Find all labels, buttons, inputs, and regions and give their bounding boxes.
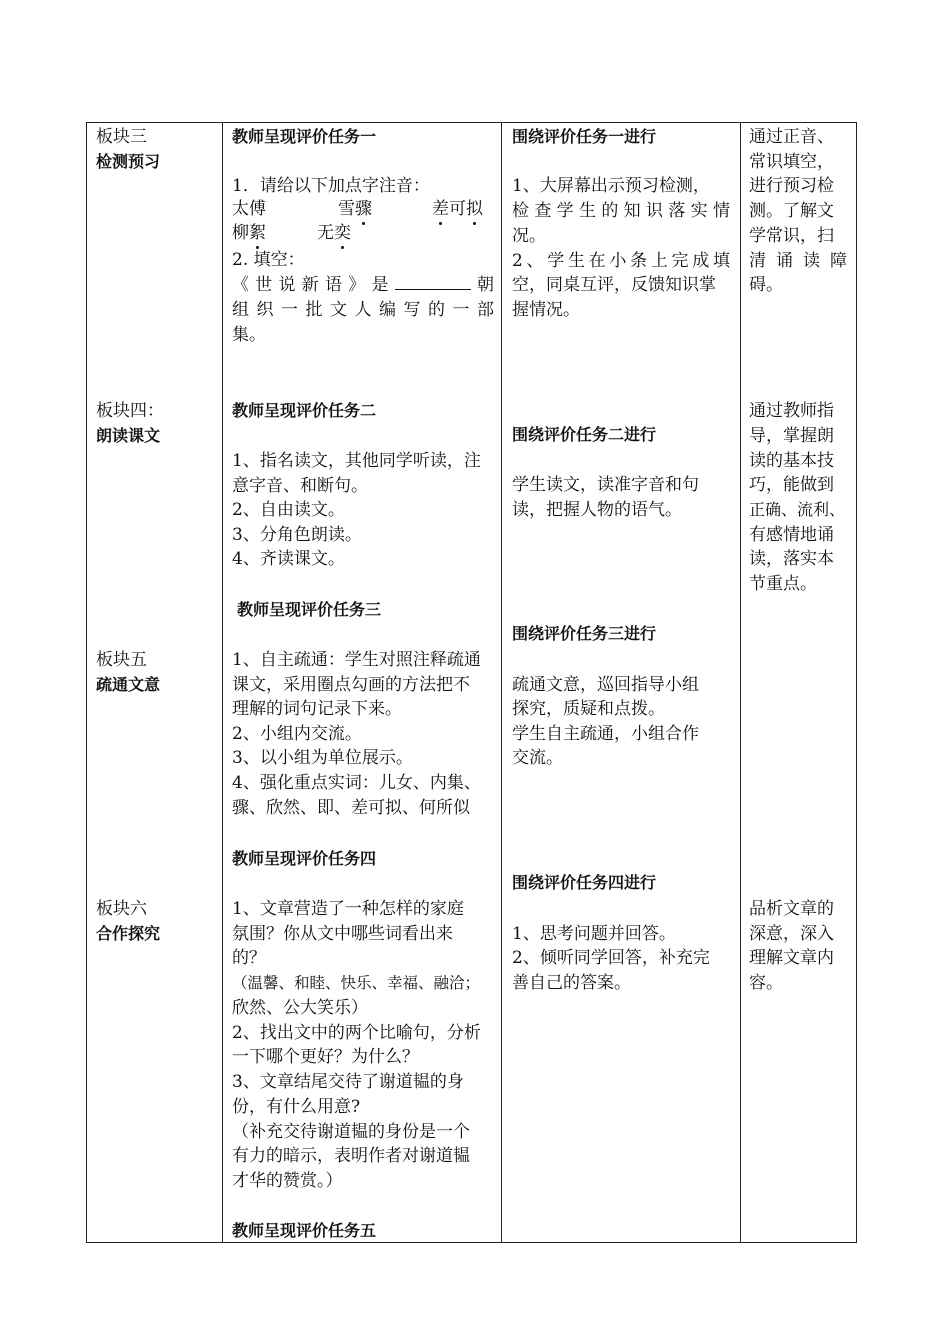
task-3-text: 4、强化重点实词：儿女、内集、 — [232, 773, 481, 793]
goal-1-text: 通过正音、 — [749, 127, 834, 147]
task-1-question-1: 1．请给以下加点字注音： — [232, 176, 430, 196]
task-4-text: 欣然、公大笑乐） — [232, 998, 368, 1018]
task-3-text: 骤、欣然、即、差可拟、何所似 — [232, 798, 470, 818]
task-2-text: 3、分角色朗读。 — [232, 525, 362, 545]
task-1-fill-line: 《世说新语》是 朝 — [232, 275, 494, 295]
task-4-text: 一下哪个更好？为什么？ — [232, 1047, 419, 1067]
goal-3-text: 理解文章内 — [749, 948, 834, 968]
task-3-text: 2、小组内交流。 — [232, 724, 362, 744]
task-2-text: 2、自由读文。 — [232, 500, 345, 520]
task-1-text: 集。 — [232, 325, 266, 345]
task-5-heading: 教师呈现评价任务五 — [232, 1221, 377, 1240]
goal-1-text: 碍。 — [749, 275, 783, 295]
goal-3-text: 品析文章的 — [749, 899, 834, 919]
activity-4-text: 善自己的答案。 — [512, 973, 631, 993]
fill-blank — [395, 274, 471, 290]
module-5-title: 板块五 — [96, 650, 147, 670]
goal-2-text: 节重点。 — [749, 574, 817, 594]
task-4-text: （补充交待谢道韫的身份是一个 — [232, 1122, 470, 1142]
module-3-name: 检测预习 — [96, 152, 161, 171]
goal-1-text: 进行预习检 — [749, 176, 834, 196]
goal-2-text: 正确、流利、 — [749, 500, 846, 519]
task-1-word-3: 差可拟 — [432, 199, 483, 219]
goal-2-text: 有感情地诵 — [749, 525, 834, 545]
task-2-text: 意字音、和断句。 — [232, 476, 368, 496]
goal-3-text: 深意，深入 — [749, 924, 834, 944]
activity-2-text: 读，把握人物的语气。 — [512, 500, 682, 520]
task-3-text: 课文，采用圈点勾画的方法把不 — [232, 675, 470, 695]
activity-3-text: 交流。 — [512, 748, 563, 768]
module-6-title: 板块六 — [96, 899, 147, 919]
activity-2-text: 学生读文，读准字音和句 — [512, 475, 699, 495]
activity-2-heading: 围绕评价任务二进行 — [512, 425, 657, 444]
task-4-text: 氛围？你从文中哪些词看出来 — [232, 924, 453, 944]
task-1-question-2: 2. 填空： — [232, 250, 305, 270]
task-4-text: 3、文章结尾交待了谢道韫的身 — [232, 1072, 464, 1092]
task-4-text: 份，有什么用意? — [232, 1097, 361, 1117]
task-1-word-1: 太傅 — [232, 199, 266, 219]
activity-1-text: 2、学生在小条上完成填 — [512, 251, 730, 271]
activity-1-text: 况。 — [512, 226, 546, 246]
goal-column — [741, 123, 857, 1242]
goal-1-text: 常识填空， — [749, 152, 834, 172]
task-1-word-4: 柳絮 — [232, 223, 266, 243]
activity-1-text: 1、大屏幕出示预习检测， — [512, 176, 710, 196]
task-4-text: 2、找出文中的两个比喻句，分析 — [232, 1023, 481, 1043]
goal-2-text: 读的基本技 — [749, 451, 834, 471]
task-1-word-5: 无奕 — [317, 223, 351, 243]
activity-4-heading: 围绕评价任务四进行 — [512, 873, 657, 892]
task-1-word-2: 雪骤 — [338, 199, 372, 219]
task-3-text: 3、以小组为单位展示。 — [232, 748, 413, 768]
task-1-text: 组织一批文人编写的一部 — [232, 300, 494, 320]
task-1-heading: 教师呈现评价任务一 — [232, 127, 377, 146]
activity-1-text: 检查学生的知识落实情 — [512, 201, 730, 221]
teacher-task-column — [223, 123, 501, 1242]
task-3-heading: 教师呈现评价任务三 — [237, 600, 382, 619]
module-4-title: 板块四： — [96, 401, 164, 421]
goal-1-text: 学常识，扫 — [749, 226, 834, 246]
student-activity-column — [502, 123, 740, 1242]
task-3-text: 理解的词句记录下来。 — [232, 699, 402, 719]
goal-2-text: 巧，能做到 — [749, 475, 834, 495]
module-4-name: 朗读课文 — [96, 426, 161, 445]
module-5-name: 疏通文意 — [96, 675, 161, 694]
goal-2-text: 通过教师指 — [749, 401, 834, 421]
module-3-title: 板块三 — [96, 127, 147, 147]
task-4-text: 才华的赞赏。） — [232, 1171, 343, 1191]
task-3-text: 1、自主疏通：学生对照注释疏通 — [232, 650, 481, 670]
task-4-heading: 教师呈现评价任务四 — [232, 849, 377, 868]
goal-3-text: 容。 — [749, 973, 783, 993]
task-4-text: 1、文章营造了一种怎样的家庭 — [232, 899, 464, 919]
task-4-text: 有力的暗示，表明作者对谢道韫 — [232, 1146, 470, 1166]
goal-1-text: 清诵读障 — [749, 251, 847, 271]
task-2-text: 4、齐读课文。 — [232, 549, 345, 569]
task-2-text: 1、指名读文，其他同学听读，注 — [232, 451, 481, 471]
goal-1-text: 测。了解文 — [749, 201, 834, 221]
activity-3-text: 学生自主疏通，小组合作 — [512, 724, 699, 744]
goal-2-text: 读，落实本 — [749, 549, 834, 569]
activity-1-text: 空，同桌互评，反馈知识掌 — [512, 275, 716, 295]
activity-3-text: 疏通文意，巡回指导小组 — [512, 675, 699, 695]
activity-3-text: 探究，质疑和点拨。 — [512, 699, 665, 719]
activity-4-text: 2、倾听同学回答，补充完 — [512, 948, 710, 968]
activity-3-heading: 围绕评价任务三进行 — [512, 624, 657, 643]
task-4-text: （温馨、和睦、快乐、幸福、融洽； — [232, 974, 481, 992]
lesson-plan-table — [86, 122, 857, 1243]
task-4-text: 的？ — [232, 948, 266, 968]
module-column — [87, 123, 222, 1242]
task-2-heading: 教师呈现评价任务二 — [232, 401, 377, 420]
goal-2-text: 导，掌握朗 — [749, 426, 834, 446]
activity-4-text: 1、思考问题并回答。 — [512, 924, 676, 944]
activity-1-heading: 围绕评价任务一进行 — [512, 127, 657, 146]
module-6-name: 合作探究 — [96, 924, 161, 943]
activity-1-text: 握情况。 — [512, 300, 580, 320]
